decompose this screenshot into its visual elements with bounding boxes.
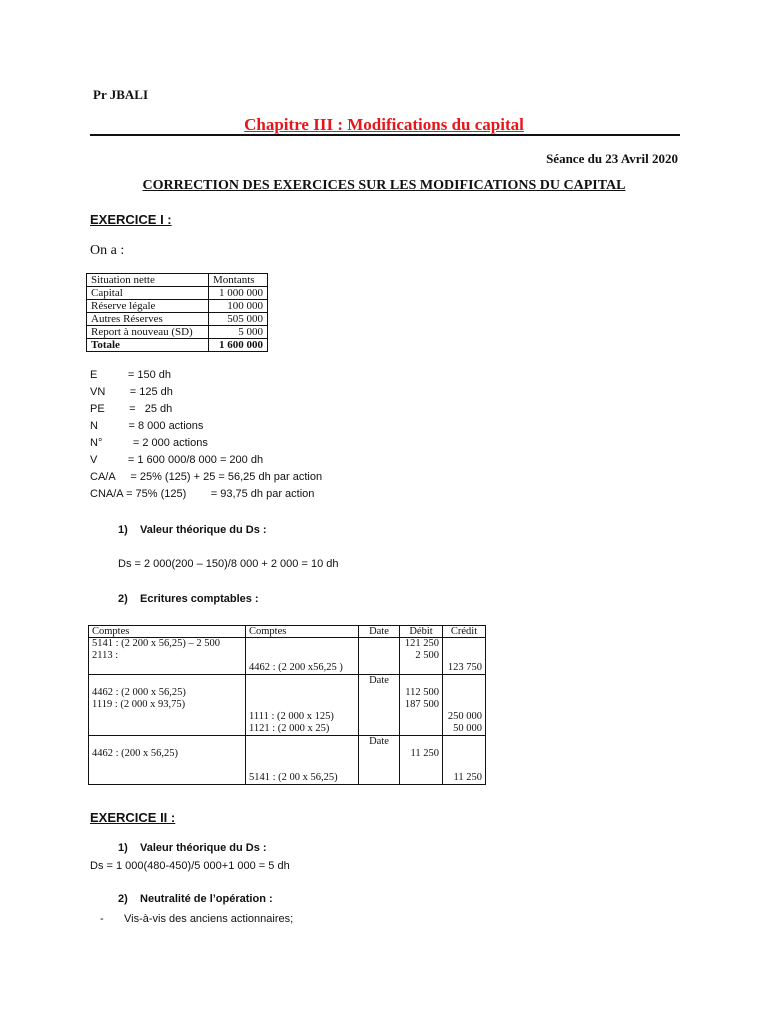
table-total-row [87, 339, 268, 352]
question-2-title: 2) Ecritures comptables : [118, 593, 259, 605]
table-header-row [87, 274, 268, 287]
date-cell [359, 675, 400, 736]
table-row [87, 326, 268, 339]
exercise-2-title: EXERCICE II : [90, 810, 176, 825]
table-cell: Report à nouveau (SD) [87, 326, 209, 339]
account-line: 1121 : (2 000 x 25) [249, 723, 330, 734]
table-row [87, 300, 268, 313]
credit-values-cell [443, 638, 486, 675]
journal-entry-row [89, 736, 486, 785]
account-line: 5141 : (2 200 x 56,25) – 2 500 [92, 638, 221, 649]
bullet-dash: - [100, 913, 104, 925]
author: Pr JBALI [93, 87, 149, 102]
amount: 250 000 [447, 711, 482, 722]
table-cell: 100 000 [209, 300, 268, 313]
amount: 123 750 [447, 662, 482, 673]
date-cell [359, 638, 400, 675]
correction-heading: CORRECTION DES EXERCICES SUR LES MODIFICATIONS DU CAPITAL [142, 178, 626, 193]
amount: 121 250 [404, 638, 439, 649]
account-line: 4462 : (2 200 x56,25 ) [249, 662, 343, 673]
credit-values-cell [443, 736, 486, 785]
amount: 50 000 [453, 723, 482, 734]
table-cell: Totale [87, 339, 209, 352]
amount: 2 500 [415, 650, 439, 661]
date-label: Date [369, 675, 389, 686]
debit-values-cell [400, 638, 443, 675]
table-cell: 1 000 000 [209, 287, 268, 300]
variable-line: N = 8 000 actions [90, 420, 204, 432]
table-header-cell: Crédit [443, 626, 486, 638]
table-header-cell: Comptes [246, 626, 359, 638]
amount: 112 500 [405, 687, 439, 698]
title-rule [90, 134, 680, 136]
date-label: Date [369, 736, 389, 747]
account-line: 1119 : (2 000 x 93,75) [92, 699, 186, 710]
credit-accounts-cell [246, 736, 359, 785]
question-1-formula: Ds = 2 000(200 – 150)/8 000 + 2 000 = 10 dh [118, 558, 339, 570]
account-line: 1111 : (2 000 x 125) [249, 711, 334, 722]
amount: 11 250 [410, 748, 439, 759]
variables-list [90, 367, 322, 503]
journal-entries-table [88, 625, 486, 785]
debit-values-cell [400, 736, 443, 785]
chapter-title: Chapitre III : Modifications du capital [244, 115, 524, 134]
variable-line: V = 1 600 000/8 000 = 200 dh [90, 454, 264, 466]
table-cell: Réserve légale [87, 300, 209, 313]
debit-accounts-cell [89, 675, 246, 736]
table-header-cell: Montants [209, 274, 268, 287]
variable-line: VN = 125 dh [90, 386, 173, 398]
session-date: Séance du 23 Avril 2020 [546, 151, 678, 166]
exercise-2-question-1-formula: Ds = 1 000(480-450)/5 000+1 000 = 5 dh [90, 860, 290, 872]
table-header-cell: Situation nette [87, 274, 209, 287]
table-cell: 505 000 [209, 313, 268, 326]
table-row [87, 313, 268, 326]
debit-accounts-cell [89, 638, 246, 675]
variable-line: CA/A = 25% (125) + 25 = 56,25 dh par action [90, 471, 323, 483]
date-cell [359, 736, 400, 785]
debit-values-cell [400, 675, 443, 736]
table-row [87, 287, 268, 300]
table-cell: Autres Réserves [87, 313, 209, 326]
credit-values-cell [443, 675, 486, 736]
exercise-1-title: EXERCICE I : [90, 212, 172, 227]
variable-line: PE = 25 dh [90, 403, 173, 415]
variable-line: N° = 2 000 actions [90, 437, 208, 449]
journal-entry-row [89, 638, 486, 675]
variable-line: E = 150 dh [90, 369, 172, 381]
question-1-title: 1) Valeur théorique du Ds : [118, 524, 267, 536]
bullet-text: Vis-à-vis des anciens actionnaires; [124, 913, 294, 925]
table-header-row [89, 626, 486, 638]
journal-entry-row [89, 675, 486, 736]
table-cell: 1 600 000 [209, 339, 268, 352]
amount: 11 250 [453, 772, 482, 783]
amount: 187 500 [404, 699, 439, 710]
account-line: 5141 : (2 00 x 56,25) [249, 772, 338, 783]
credit-accounts-cell [246, 638, 359, 675]
date-label [362, 638, 396, 650]
table-header-cell: Comptes [89, 626, 246, 638]
net-position-table [86, 273, 268, 352]
variable-line: CNA/A = 75% (125) = 93,75 dh par action [90, 488, 315, 500]
credit-accounts-cell [246, 675, 359, 736]
account-line: 4462 : (2 000 x 56,25) [92, 687, 186, 698]
table-header-cell: Débit [400, 626, 443, 638]
exercise-2-question-2-title: 2) Neutralité de l’opération : [118, 893, 273, 905]
intro-text: On a : [90, 243, 125, 258]
table-cell: Capital [87, 287, 209, 300]
exercise-2-question-1-title: 1) Valeur théorique du Ds : [118, 842, 267, 854]
table-header-cell: Date [359, 626, 400, 638]
table-cell: 5 000 [209, 326, 268, 339]
account-line: 4462 : (200 x 56,25) [92, 748, 179, 759]
account-line: 2113 : [92, 650, 119, 661]
debit-accounts-cell [89, 736, 246, 785]
